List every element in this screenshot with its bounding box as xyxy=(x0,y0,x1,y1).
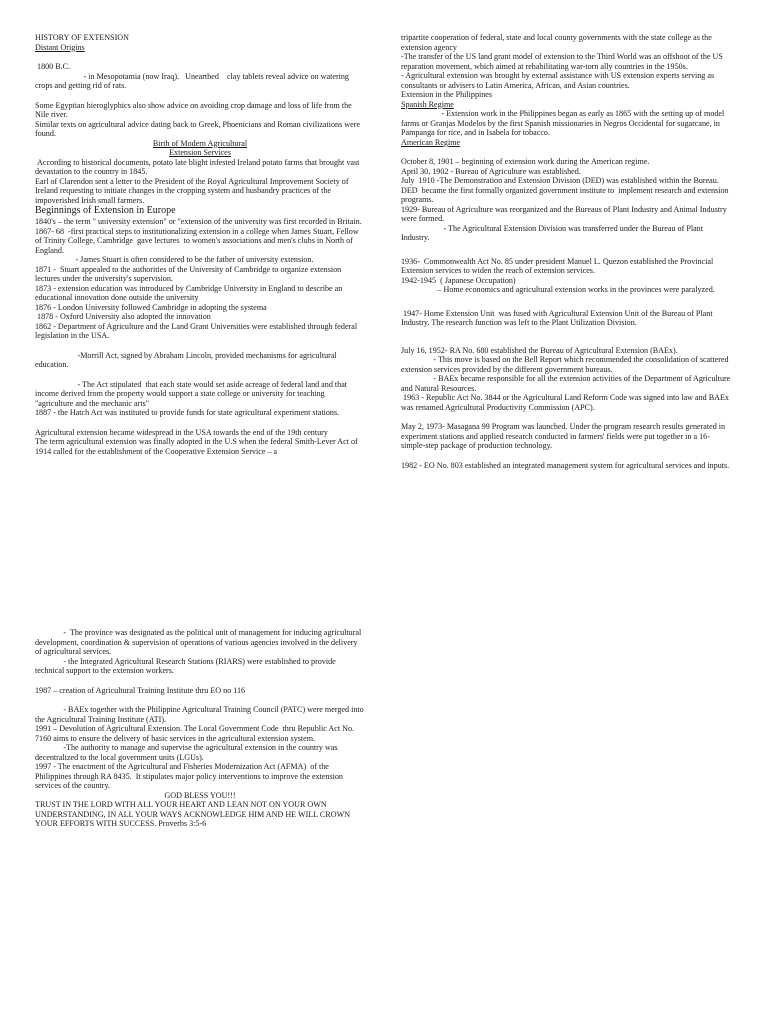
text-paragraph: 1862 - Department of Agriculture and the Land Grant Universities were established through federal legislation in the USA. xyxy=(35,321,360,340)
text-paragraph: 1873 - extension education was introduced by Cambridge University in England to describe an educational innovation done outside the university xyxy=(35,283,345,302)
text-paragraph: Extension in the Philippines xyxy=(401,90,493,99)
text-paragraph: Earl of Clarendon sent a letter to the President of the Royal Agricultural Improvement Society of Ireland requesting to initiate changes in the cropping system and husbandry practices of the impoverished Irish small farmers. xyxy=(35,176,351,205)
text-paragraph: 1991 – Devolution of Agricultural Extension. The Local Government Code thru Republic Act No. 7160 aims to ensure the delivery of basic services in the agricultural extension system. xyxy=(35,724,357,743)
blank-line xyxy=(35,676,365,686)
text-paragraph: 1936- Commonwealth Act No. 85 under president Manuel L. Quezon established the Provincial Extension services to widen the reach of extension services. xyxy=(401,256,716,275)
text-paragraph: - the Integrated Agricultural Research Stations (RIARS) were established to provide technical support to the extension workers. xyxy=(35,656,338,675)
text-paragraph: - This move is based on the Bell Report which recommended the consolidation of scattered extension services provided by the different government bureaus. xyxy=(401,355,731,374)
left-column xyxy=(35,33,365,456)
text-paragraph: 1887 - the Hatch Act was instituted to provide funds for state agricultural experiment stations. xyxy=(35,408,340,417)
text-paragraph: - BAEx became responsible for all the extension activities of the Department of Agriculture and Natural Resources. xyxy=(401,374,733,393)
bottom-left-column xyxy=(35,628,365,829)
text-paragraph: - BAEx together with the Philippine Agricultural Training Council (PATC) were merged into the Agricultural Training Institute (ATI). xyxy=(35,705,366,724)
text-paragraph: – Home economics and agricultural extension works in the provinces were paralyzed. xyxy=(401,285,715,294)
text-paragraph: July 1910 -The Demonstration and Extension Division (DED) was established within the Bureau. DED became the first formally organized government institute to implement research and extension programs. xyxy=(401,176,731,204)
text-paragraph: GOD BLESS YOU!!! xyxy=(164,790,236,800)
text-paragraph: 1947- Home Extension Unit was fused with Agricultural Extension Unit of the Bureau of Plant Industry. The research function was left to the Plant Utilization Division. xyxy=(401,308,715,327)
text-paragraph: - The Agricultural Extension Division was transferred under the Bureau of Plant Industry. xyxy=(401,223,705,242)
text-paragraph: - The province was designated as the political unit of management for inducing agricultural development, coordination & supervision of operations of various agencies involved in the delivery of agricultural services. xyxy=(35,628,364,656)
blank-line xyxy=(401,243,733,257)
text-paragraph: HISTORY OF EXTENSION xyxy=(35,33,129,42)
text-paragraph: - The Act stipulated that each state would set aside acreage of federal land and that income derived from the property would support a state college or university for teaching "agriculture and the mechanic arts" xyxy=(35,379,350,408)
text-paragraph: - Agricultural extension was brought by external assistance with US extension experts serving as consultants or advisers to Latin America, African, and Asian countries. xyxy=(401,71,717,90)
blank-line xyxy=(35,370,365,380)
text-paragraph: 1963 - Republic Act No. 3844 or the Agricultural Land Reform Code was signed into law and BAEx was renamed Agricultural Productivity Commission (APC). xyxy=(401,393,732,412)
text-paragraph: TRUST IN THE LORD WITH ALL YOUR HEART AND LEAN NOT ON YOUR OWN UNDERSTANDING, IN ALL YOUR WAYS ACKNOWLEDGE HIM AND HE WILL CROWN YOUR EFFORTS WITH SUCCESS. Proverbs 3:5-6 xyxy=(35,800,352,828)
text-paragraph: - in Mesopotamia (now Iraq). Unearthed clay tablets reveal advice on watering crops and getting rid of rats. xyxy=(35,71,352,90)
text-paragraph: 1871 - Stuart appealed to the authorities of the University of Cambridge to organize extension lectures under the university's supervision. xyxy=(35,264,344,283)
text-paragraph: 1876 - London University followed Cambridge in adopting the systema xyxy=(35,302,267,312)
text-paragraph: May 2, 1973- Masagana 99 Program was launched. Under the program research results generated in experiment stations and applied research conducted in farmers' fields were put together in a 16-simple-step package of production technology. xyxy=(401,422,728,450)
text-paragraph: - Extension work in the Philippines began as early as 1865 with the setting up of model farms or Granjas Modelos by the first Spanish missionaries in Negros Occidental for sugarcane, in Pampanga for rice, and in Isabela for tobacco. xyxy=(401,109,727,137)
text-paragraph: 1997 - The enactment of the Agricultural and Fisheries Modernization Act (AFMA) of the Philippines through RA 8435. It stipulates major policy interventions to improve the extension services of the country. xyxy=(35,762,346,790)
text-paragraph: The term agricultural extension was finally adopted in the U.S when the federal Smith-Lever Act of 1914 called for the establishment of the Cooperative Extension Service – a xyxy=(35,437,360,456)
text-paragraph: -Morrill Act, signed by Abraham Lincoln, provided mechanisms for agricultural education. xyxy=(35,350,339,369)
text-paragraph: Distant Origins xyxy=(35,42,85,52)
blank-line xyxy=(401,295,733,309)
blank-line xyxy=(35,341,365,351)
blank-line xyxy=(35,695,365,705)
blank-line xyxy=(401,328,733,346)
text-paragraph: 1867- 68 -first practical steps to institutionalizing extension in a college when James Stuart, Fellow of Trinity College, Cambridge gave lectures to women's associations and men's clubs in North of England. xyxy=(35,226,361,255)
text-paragraph: Some Egyptian hieroglyphics also show advice on avoiding crop damage and loss of life from the Nile river. xyxy=(35,100,354,119)
blank-line xyxy=(401,412,733,422)
blank-line xyxy=(401,147,733,157)
text-paragraph: Birth of Modern Agricultural xyxy=(152,138,248,148)
text-paragraph: Agricultural extension became widespread in the USA towards the end of the 19th century xyxy=(35,427,328,437)
text-paragraph: - James Stuart is often considered to be the father of university extension. xyxy=(35,255,314,264)
text-paragraph: American Regime xyxy=(401,137,461,147)
text-paragraph: tripartite cooperation of federal, state and local county governments with the state college as the extension agency xyxy=(401,33,714,52)
text-paragraph: July 16, 1952- RA No. 680 established the Bureau of Agricultural Extension (BAEx). xyxy=(401,345,678,355)
text-paragraph: Extension Services xyxy=(169,148,231,157)
text-paragraph: Beginnings of Extension in Europe xyxy=(35,205,176,216)
blank-line xyxy=(35,418,365,428)
blank-line xyxy=(35,52,365,62)
text-paragraph: October 8, 1901 – beginning of extension work during the American regime. xyxy=(401,157,650,166)
text-paragraph: -The authority to manage and supervise the agricultural extension in the country was decentralized to the local government units (LGUs). xyxy=(35,743,340,762)
text-paragraph: 1929- Bureau of Agriculture was reorganized and the Bureaus of Plant Industry and Animal Industry were formed. xyxy=(401,204,729,223)
blank-line xyxy=(401,451,733,461)
text-paragraph: 1982 - EO No. 803 established an integrated management system for agricultural services and inputs. xyxy=(401,460,730,470)
text-paragraph: 1987 – creation of Agricultural Training Institute thru EO no 116 xyxy=(35,685,246,695)
text-paragraph: April 30, 1902 - Bureau of Agriculture was established. xyxy=(401,166,581,176)
text-paragraph: According to historical documents, potato late blight infested Ireland potato farms that brought vast devastation to the country in 1845. xyxy=(35,157,362,176)
right-column xyxy=(401,33,733,470)
text-paragraph: -The transfer of the US land grant model of extension to the Third World was an offshoot of the US reparation movement, which aimed at rehabilitating war-torn ally countries in the 1950s. xyxy=(401,52,725,71)
text-paragraph: 1878 - Oxford University also adopted the innovation xyxy=(35,312,211,321)
text-paragraph: Spanish Regime xyxy=(401,99,454,109)
text-paragraph: 1800 B.C. xyxy=(35,62,71,71)
blank-line xyxy=(35,91,365,101)
text-paragraph: Similar texts on agricultural advice dating back to Greek, Phoenicians and Roman civilizations were found. xyxy=(35,119,363,138)
text-paragraph: 1942-1945 ( Japanese Occupation) xyxy=(401,275,516,285)
text-paragraph: 1840's – the term " university extension" or "extension of the university was first recorded in Britain. xyxy=(35,217,362,226)
